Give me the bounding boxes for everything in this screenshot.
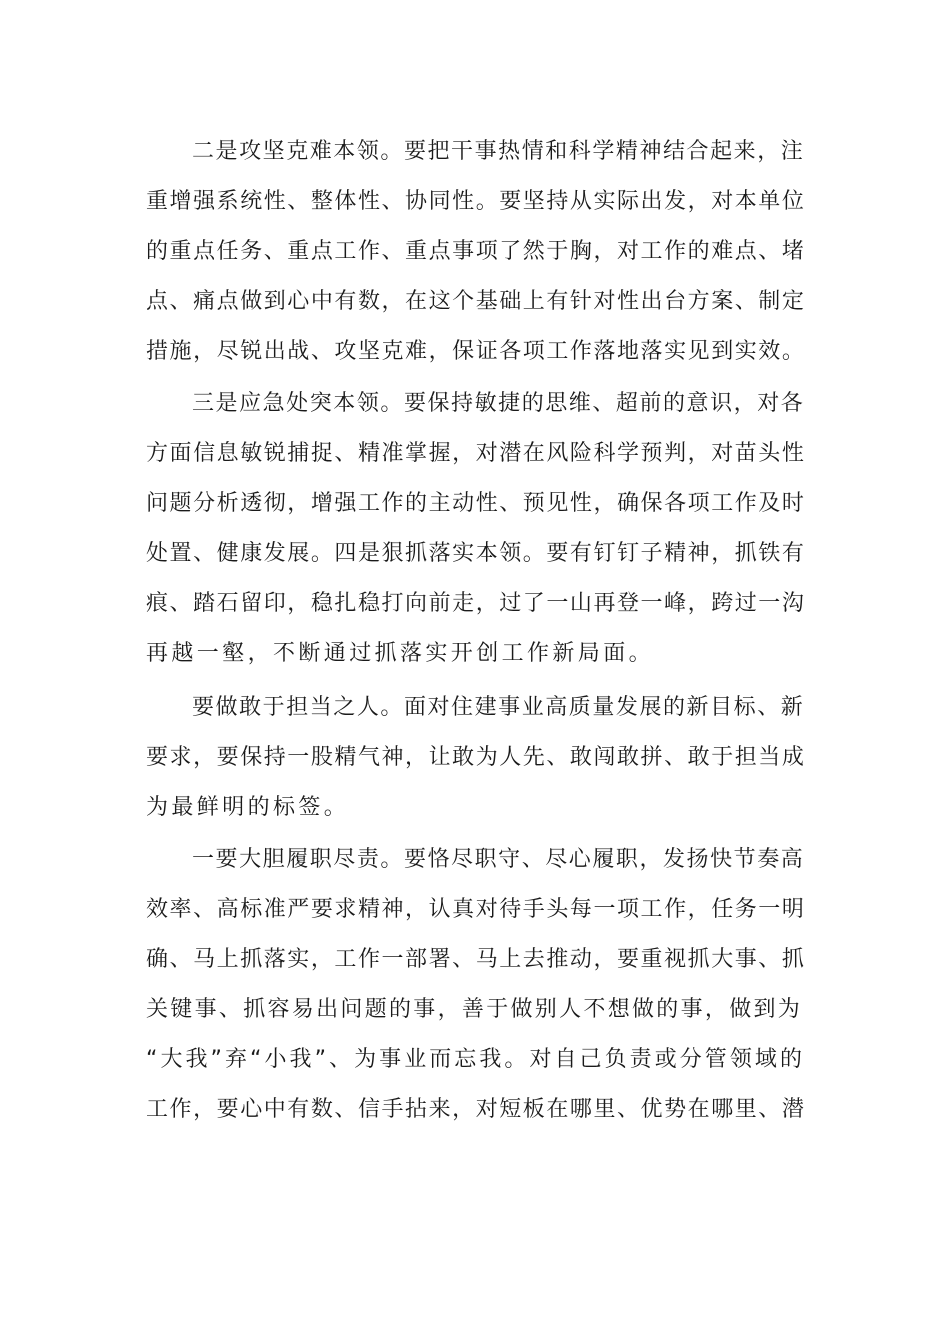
paragraph-line: 要做敢于担当之人。面对住建事业高质量发展的新目标、新: [192, 695, 805, 720]
paragraph-line: 三是应急处突本领。要保持敏捷的思维、超前的意识，对各: [192, 391, 805, 416]
paragraph-line: “大我”弃“小我”、为事业而忘我。对自己负责或分管领域的: [146, 1047, 805, 1072]
paragraph-line: 重增强系统性、整体性、协同性。要坚持从实际出发，对本单位: [146, 189, 806, 214]
paragraph-line: 确、马上抓落实，工作一部署、马上去推动，要重视抓大事、抓: [146, 947, 806, 972]
paragraph-line: 处置、健康发展。四是狠抓落实本领。要有钉钉子精神，抓铁有: [146, 541, 806, 566]
paragraph-line: 痕、踏石留印，稳扎稳打向前走，过了一山再登一峰，跨过一沟: [146, 591, 806, 616]
paragraph-line: 方面信息敏锐捕捉、精准掌握，对潜在风险科学预判，对苗头性: [146, 441, 806, 466]
paragraph-line: 工作，要心中有数、信手拈来，对短板在哪里、优势在哪里、潜: [146, 1097, 806, 1122]
paragraph-line: 为最鲜明的标签。: [146, 795, 350, 820]
paragraph-line: 点、痛点做到心中有数，在这个基础上有针对性出台方案、制定: [146, 289, 806, 314]
paragraph-line: 关键事、抓容易出问题的事，善于做别人不想做的事，做到为: [146, 997, 803, 1022]
paragraph-line: 要求，要保持一股精气神，让敢为人先、敢闯敢拼、敢于担当成: [146, 745, 806, 770]
paragraph-line: 问题分析透彻，增强工作的主动性、预见性，确保各项工作及时: [146, 491, 806, 516]
paragraph-line: 一要大胆履职尽责。要恪尽职守、尽心履职，发扬快节奏高: [192, 847, 805, 872]
paragraph-line: 措施，尽锐出战、攻坚克难，保证各项工作落地落实见到实效。: [146, 339, 806, 364]
paragraph-line: 再越一壑，不断通过抓落实开创工作新局面。: [146, 641, 655, 666]
paragraph-line: 二是攻坚克难本领。要把干事热情和科学精神结合起来，注: [192, 139, 805, 164]
paragraph-line: 效率、高标准严要求精神，认真对待手头每一项工作，任务一明: [146, 897, 806, 922]
paragraph-line: 的重点任务、重点工作、重点事项了然于胸，对工作的难点、堵: [146, 239, 806, 264]
